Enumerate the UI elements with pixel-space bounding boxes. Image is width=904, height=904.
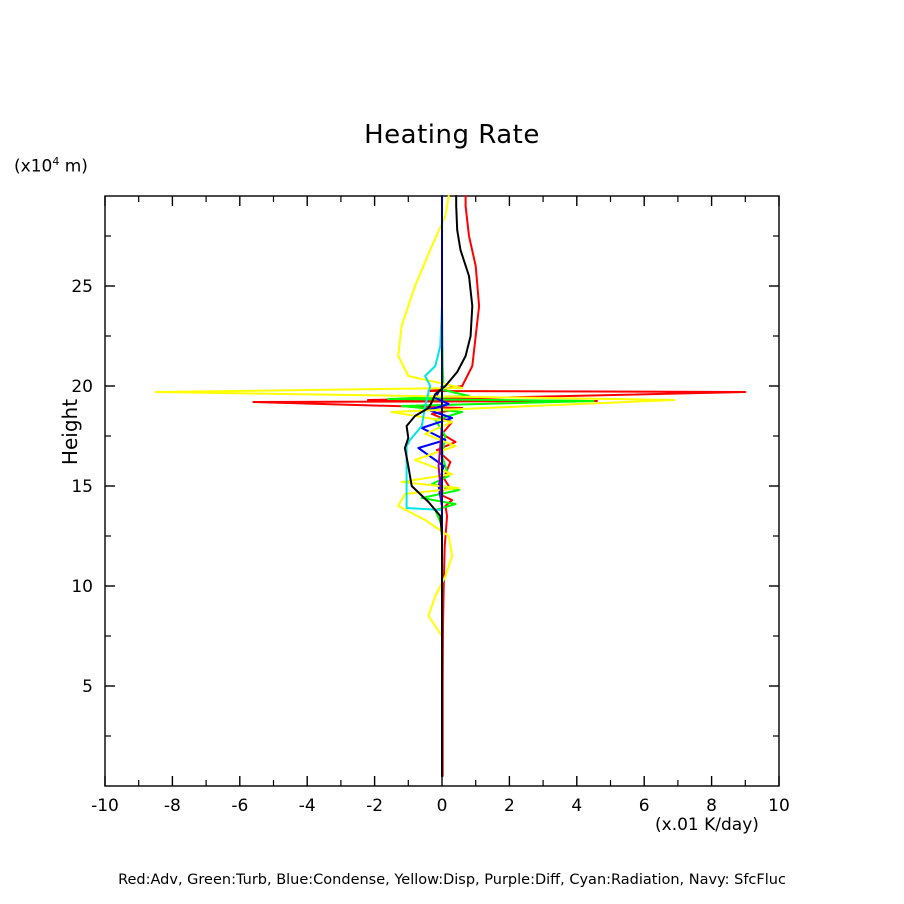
x-axis-title: (x.01 K/day)	[655, 815, 759, 835]
x-tick-label: 8	[706, 796, 718, 816]
x-tick-label: 6	[638, 796, 650, 816]
y-unit-suffix: m)	[59, 156, 88, 177]
y-tick-label: 20	[71, 377, 93, 397]
x-tick-label: -10	[91, 796, 119, 816]
y-unit-prefix: (x10	[14, 156, 53, 177]
legend: Red:Adv, Green:Turb, Blue:Condense, Yellow:Disp, Purple:Diff, Cyan:Radiation, Navy: SfcFluc	[118, 872, 786, 888]
x-tick-label: 10	[768, 796, 790, 816]
y-tick-label: 15	[71, 477, 93, 497]
series-line-adv	[253, 196, 745, 776]
y-unit-exponent: 4	[52, 155, 60, 168]
x-tick-label: -4	[298, 796, 316, 816]
series-line-turb	[388, 196, 593, 776]
x-tick-label: -6	[231, 796, 249, 816]
y-tick-label: 5	[82, 677, 93, 697]
page-title: Heating Rate	[364, 120, 540, 150]
y-tick-label: 10	[71, 577, 93, 597]
x-tick-label: 4	[571, 796, 583, 816]
tick-labels	[71, 277, 789, 816]
y-axis-title: Height	[58, 398, 82, 466]
x-tick-label: -8	[163, 796, 181, 816]
y-tick-label: 25	[71, 277, 93, 297]
x-tick-label: -2	[366, 796, 384, 816]
data-series	[156, 196, 746, 776]
x-tick-label: 0	[436, 796, 448, 816]
series-line-disp	[156, 196, 675, 776]
x-tick-label: 2	[503, 796, 515, 816]
